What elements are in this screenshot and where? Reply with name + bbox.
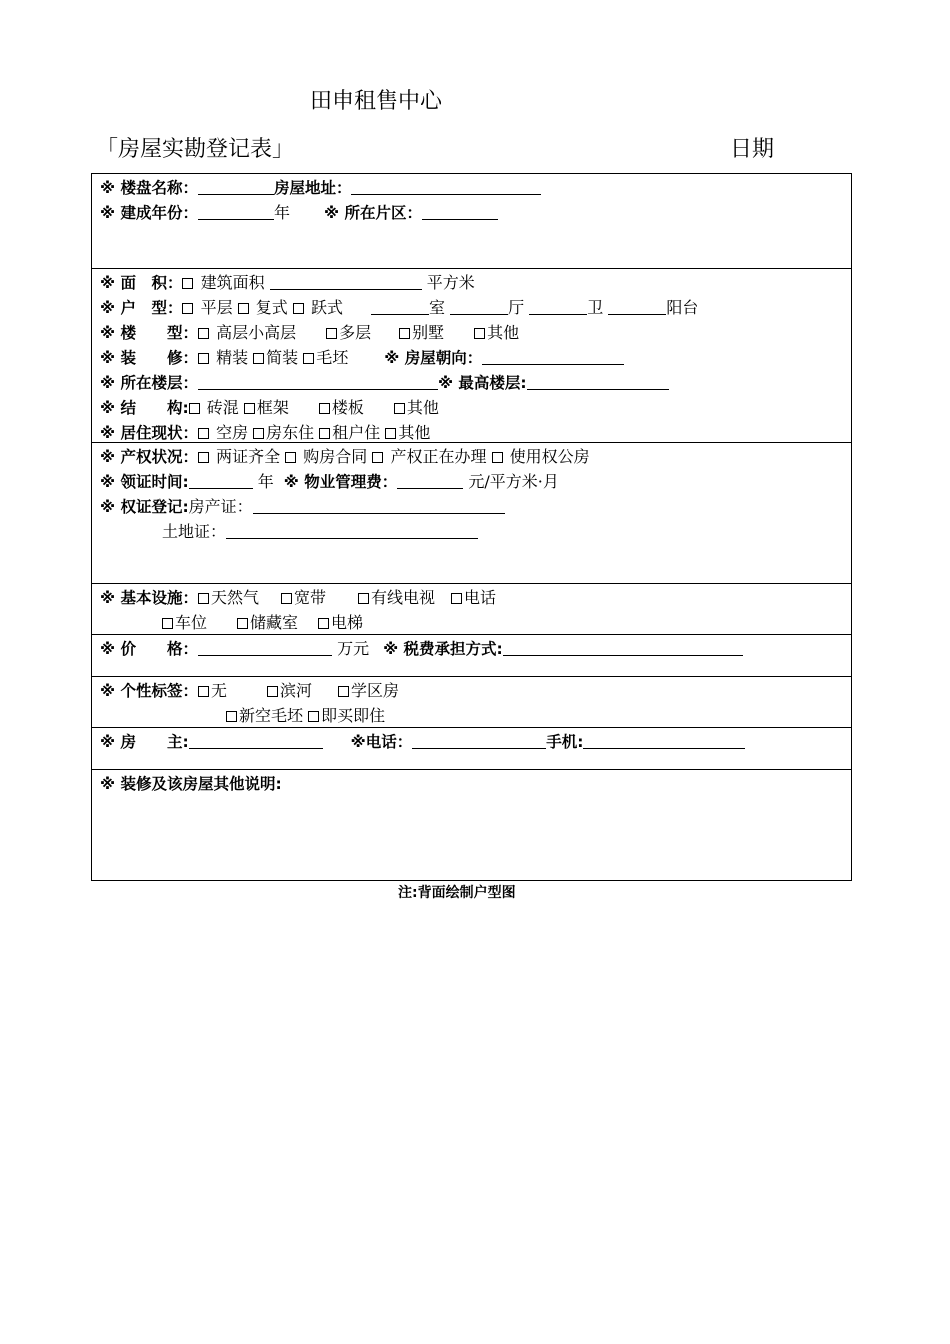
section-house-info — [92, 269, 851, 443]
area-field[interactable] — [270, 272, 422, 290]
tag-option: 无 — [210, 681, 227, 700]
tag-checkbox[interactable] — [308, 711, 319, 722]
bath-unit: 卫 — [587, 298, 604, 317]
facility-checkbox[interactable] — [358, 593, 369, 604]
decoration-label: ※ 装 修： — [100, 349, 198, 367]
layout-label: ※ 户 型： — [100, 299, 183, 317]
deco-option: 毛坯 — [316, 348, 349, 367]
facility-option: 天然气 — [210, 588, 259, 607]
remarks-label: ※ 装修及该房屋其他说明: — [100, 775, 282, 793]
mgmt-fee-field[interactable] — [397, 471, 463, 489]
facility-checkbox[interactable] — [162, 618, 173, 629]
layout-checkbox[interactable] — [293, 303, 304, 314]
layout-option: 平层 — [200, 298, 233, 317]
struct-checkbox[interactable] — [189, 403, 200, 414]
bath-field[interactable] — [529, 297, 587, 315]
top-floor-label: ※ 最高楼层: — [437, 374, 527, 392]
facility-option: 车位 — [175, 613, 208, 632]
deco-checkbox[interactable] — [198, 353, 209, 364]
title-option: 使用权公房 — [509, 447, 590, 466]
facility-option: 电话 — [464, 588, 497, 607]
owner-field[interactable] — [189, 731, 323, 749]
status-option: 房东住 — [266, 423, 315, 442]
facility-option: 有线电视 — [371, 588, 436, 607]
phone-field[interactable] — [412, 731, 546, 749]
cert-year-unit: 年 — [257, 472, 274, 491]
mobile-field[interactable] — [583, 731, 745, 749]
facility-checkbox[interactable] — [237, 618, 248, 629]
room-field[interactable] — [371, 297, 429, 315]
title-option: 产权正在办理 — [390, 447, 487, 466]
district-field[interactable] — [422, 202, 498, 220]
section-facilities — [92, 584, 851, 635]
hall-field[interactable] — [450, 297, 508, 315]
facility-option: 宽带 — [293, 588, 326, 607]
form-title: 「房屋实勘登记表」 — [96, 137, 295, 162]
district-label: ※ 所在片区： — [323, 204, 422, 222]
balcony-field[interactable] — [608, 297, 666, 315]
footer-note: 注:背面绘制户型图 — [398, 885, 516, 901]
built-year-field[interactable] — [198, 202, 274, 220]
cert-time-label: ※ 领证时间: — [100, 473, 189, 491]
phone-label: ※电话： — [350, 733, 413, 751]
type-option: 其他 — [487, 323, 520, 342]
section-title-rights — [92, 443, 851, 584]
title-checkbox[interactable] — [285, 452, 296, 463]
struct-checkbox[interactable] — [319, 403, 330, 414]
layout-checkbox[interactable] — [238, 303, 249, 314]
type-checkbox[interactable] — [399, 328, 410, 339]
tag-checkbox[interactable] — [198, 686, 209, 697]
address-field[interactable] — [351, 177, 541, 195]
title-option: 购房合同 — [303, 447, 368, 466]
facilities-label: ※ 基本设施： — [100, 589, 198, 607]
orientation-label: ※ 房屋朝向： — [384, 349, 483, 367]
tag-option: 即买即住 — [321, 706, 386, 725]
tax-label: ※ 税费承担方式: — [383, 640, 503, 658]
cert-reg-label: ※ 权证登记: — [100, 498, 189, 516]
living-status-label: ※ 居住现状： — [100, 424, 198, 442]
struct-option: 楼板 — [331, 398, 364, 417]
deco-option: 简装 — [266, 348, 299, 367]
floor-field[interactable] — [198, 372, 438, 390]
top-floor-field[interactable] — [527, 372, 669, 390]
date-label: 日期 — [730, 137, 775, 162]
structure-label: ※ 结 构: — [100, 399, 189, 417]
struct-option: 框架 — [256, 398, 289, 417]
property-name-label: ※ 楼盘名称： — [100, 179, 198, 197]
status-option: 租户住 — [332, 423, 381, 442]
status-checkbox[interactable] — [385, 428, 396, 439]
status-checkbox[interactable] — [319, 428, 330, 439]
floor-label: ※ 所在楼层： — [100, 374, 198, 392]
area-checkbox[interactable] — [182, 278, 193, 289]
area-label: ※ 面 积： — [100, 274, 183, 292]
type-option: 别墅 — [412, 323, 445, 342]
status-option: 其他 — [398, 423, 431, 442]
status-option: 空房 — [216, 423, 249, 442]
status-checkbox[interactable] — [253, 428, 264, 439]
built-year-label: ※ 建成年份： — [100, 204, 198, 222]
layout-option: 复式 — [255, 298, 288, 317]
year-unit: 年 — [273, 203, 290, 222]
type-option: 多层 — [339, 323, 372, 342]
house-cert-field[interactable] — [253, 496, 505, 514]
building-type-label: ※ 楼 型： — [100, 324, 198, 342]
area-unit: 平方米 — [426, 273, 475, 292]
mgmt-fee-label: ※ 物业管理费： — [283, 473, 398, 491]
facility-option: 电梯 — [331, 613, 364, 632]
section-owner — [92, 728, 851, 770]
facility-checkbox[interactable] — [451, 593, 462, 604]
struct-option: 其他 — [406, 398, 439, 417]
company-name: 田申租售中心 — [310, 89, 443, 114]
title-checkbox[interactable] — [198, 452, 209, 463]
tag-option: 滨河 — [279, 681, 312, 700]
tax-field[interactable] — [503, 638, 743, 656]
layout-checkbox[interactable] — [182, 303, 193, 314]
tags-label: ※ 个性标签： — [100, 682, 198, 700]
tag-checkbox[interactable] — [267, 686, 278, 697]
facility-checkbox[interactable] — [198, 593, 209, 604]
type-option: 高层小高层 — [216, 323, 297, 342]
mobile-label: 手机: — [546, 733, 584, 751]
title-checkbox[interactable] — [372, 452, 383, 463]
title-option: 两证齐全 — [216, 447, 281, 466]
price-field[interactable] — [198, 638, 332, 656]
deco-checkbox[interactable] — [303, 353, 314, 364]
status-checkbox[interactable] — [198, 428, 209, 439]
deco-checkbox[interactable] — [253, 353, 264, 364]
tag-checkbox[interactable] — [338, 686, 349, 697]
struct-checkbox[interactable] — [394, 403, 405, 414]
owner-label: ※ 房 主: — [100, 733, 189, 751]
section-price — [92, 635, 851, 677]
fee-unit: 元/平方米·月 — [468, 472, 559, 491]
deco-option: 精装 — [216, 348, 249, 367]
tag-option: 学区房 — [351, 681, 400, 700]
price-label: ※ 价 格： — [100, 640, 198, 658]
property-name-field[interactable] — [198, 177, 274, 195]
land-cert-label: 土地证： — [162, 522, 227, 541]
cert-time-field[interactable] — [189, 471, 253, 489]
layout-option: 跃式 — [310, 298, 343, 317]
title-checkbox[interactable] — [492, 452, 503, 463]
tag-option: 新空毛坯 — [239, 706, 304, 725]
hall-unit: 厅 — [508, 298, 525, 317]
price-unit: 万元 — [337, 639, 370, 658]
facility-checkbox[interactable] — [318, 618, 329, 629]
tag-checkbox[interactable] — [226, 711, 237, 722]
type-checkbox[interactable] — [326, 328, 337, 339]
facility-checkbox[interactable] — [281, 593, 292, 604]
house-cert-label: 房产证： — [188, 497, 253, 516]
title-status-label: ※ 产权状况： — [100, 448, 198, 466]
section-remarks — [92, 770, 851, 880]
section-tags — [92, 677, 851, 728]
area-option: 建筑面积 — [200, 273, 265, 292]
struct-option: 砖混 — [206, 398, 239, 417]
balcony-unit: 阳台 — [666, 298, 699, 317]
orientation-field[interactable] — [482, 347, 624, 365]
type-checkbox[interactable] — [474, 328, 485, 339]
inspection-form — [91, 173, 852, 881]
section-property — [92, 174, 851, 269]
room-unit: 室 — [428, 298, 445, 317]
land-cert-field[interactable] — [226, 521, 478, 539]
type-checkbox[interactable] — [198, 328, 209, 339]
facility-option: 储藏室 — [250, 613, 299, 632]
struct-checkbox[interactable] — [244, 403, 255, 414]
address-label: 房屋地址： — [273, 179, 352, 197]
